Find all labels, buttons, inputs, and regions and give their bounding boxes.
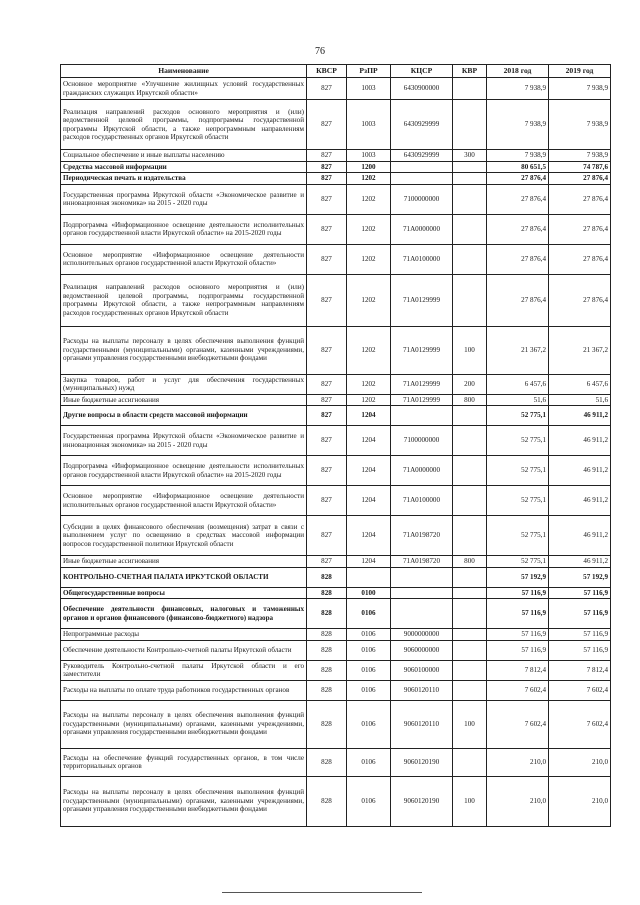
cell-kcsr: 9060120190 (391, 748, 453, 776)
cell-kcsr: 7100000000 (391, 184, 453, 214)
cell-kcsr: 71А0129999 (391, 274, 453, 326)
cell-y2019: 57 116,9 (549, 599, 611, 629)
cell-y2019: 7 602,4 (549, 700, 611, 748)
cell-y2019: 210,0 (549, 748, 611, 776)
header-2018: 2018 год (487, 65, 549, 78)
cell-rzpr: 1202 (347, 244, 391, 274)
cell-kvsr: 827 (307, 374, 347, 394)
cell-name: Общегосударственные вопросы (61, 587, 307, 599)
cell-kvr (453, 184, 487, 214)
cell-y2018: 6 457,6 (487, 374, 549, 394)
cell-y2018: 57 116,9 (487, 629, 549, 641)
cell-kvsr: 827 (307, 394, 347, 406)
cell-rzpr: 0106 (347, 599, 391, 629)
cell-kvsr: 827 (307, 486, 347, 516)
table-row (61, 150, 611, 162)
cell-y2018: 210,0 (487, 748, 549, 776)
cell-kvsr: 827 (307, 161, 347, 173)
table-row (61, 184, 611, 214)
cell-name: Основное мероприятие «Информационное освещение деятельности исполнительных органов государственной власти Иркутской области» (61, 486, 307, 516)
cell-kcsr: 6430929999 (391, 150, 453, 162)
table-row (61, 640, 611, 660)
cell-y2019: 21 367,2 (549, 326, 611, 374)
cell-kcsr: 71А0129999 (391, 374, 453, 394)
header-kcsr: КЦСР (391, 65, 453, 78)
cell-rzpr: 0106 (347, 660, 391, 680)
cell-kcsr: 6430929999 (391, 100, 453, 150)
cell-name: Средства массовой информации (61, 161, 307, 173)
cell-rzpr: 0106 (347, 776, 391, 826)
cell-kvsr: 827 (307, 556, 347, 568)
cell-kvr (453, 599, 487, 629)
cell-kvr (453, 456, 487, 486)
cell-rzpr: 1202 (347, 374, 391, 394)
cell-kvr (453, 748, 487, 776)
cell-name: Государственная программа Иркутской области «Экономическое развитие и инновационная экономика» на 2015 - 2020 годы (61, 426, 307, 456)
cell-kvsr: 827 (307, 406, 347, 426)
cell-kvsr: 827 (307, 426, 347, 456)
cell-kcsr: 9060120110 (391, 700, 453, 748)
cell-y2019: 27 876,4 (549, 184, 611, 214)
cell-y2018: 27 876,4 (487, 244, 549, 274)
table-row (61, 244, 611, 274)
table-row (61, 78, 611, 100)
cell-kvr: 200 (453, 374, 487, 394)
cell-kvr (453, 214, 487, 244)
cell-kvr (453, 244, 487, 274)
cell-rzpr: 0100 (347, 587, 391, 599)
cell-kvsr: 827 (307, 244, 347, 274)
cell-y2018: 52 775,1 (487, 456, 549, 486)
cell-y2018: 7 602,4 (487, 680, 549, 700)
cell-y2019: 27 876,4 (549, 244, 611, 274)
table-row (61, 776, 611, 826)
cell-rzpr: 0106 (347, 748, 391, 776)
table-row (61, 516, 611, 556)
cell-y2018: 52 775,1 (487, 486, 549, 516)
cell-kvr: 800 (453, 394, 487, 406)
cell-kcsr (391, 406, 453, 426)
cell-kvsr: 827 (307, 184, 347, 214)
cell-y2019: 74 787,6 (549, 161, 611, 173)
cell-kcsr: 71А0129999 (391, 394, 453, 406)
cell-kvsr: 828 (307, 700, 347, 748)
cell-kvr (453, 587, 487, 599)
cell-kcsr: 71А0000000 (391, 456, 453, 486)
cell-kvsr: 827 (307, 173, 347, 185)
cell-name: Руководитель Контрольно-счетной палаты Иркутской области и его заместители (61, 660, 307, 680)
table-header-row (61, 65, 611, 78)
table-row (61, 680, 611, 700)
cell-rzpr: 1204 (347, 486, 391, 516)
cell-kvr: 800 (453, 556, 487, 568)
cell-y2018: 57 116,9 (487, 640, 549, 660)
cell-y2018: 7 938,9 (487, 78, 549, 100)
cell-y2019: 46 911,2 (549, 486, 611, 516)
cell-kvr (453, 680, 487, 700)
cell-rzpr: 1202 (347, 173, 391, 185)
cell-y2019: 46 911,2 (549, 406, 611, 426)
cell-y2019: 46 911,2 (549, 426, 611, 456)
cell-kvr: 100 (453, 326, 487, 374)
cell-name: Реализация направлений расходов основного мероприятия и (или) ведомственной целевой программы, подпрограммы государственной программы Иркутской области, а также непрограммным направлениям расходов государственных органов Иркутской области (61, 274, 307, 326)
cell-name: Периодическая печать и издательства (61, 173, 307, 185)
page-number: 76 (315, 46, 325, 57)
footer-divider (222, 892, 422, 893)
table-row (61, 748, 611, 776)
cell-name: Другие вопросы в области средств массовой информации (61, 406, 307, 426)
cell-rzpr: 1204 (347, 556, 391, 568)
cell-y2018: 80 651,5 (487, 161, 549, 173)
table-row (61, 567, 611, 587)
cell-y2019: 57 116,9 (549, 587, 611, 599)
cell-y2018: 210,0 (487, 776, 549, 826)
cell-name: Расходы на выплаты по оплате труда работников государственных органов (61, 680, 307, 700)
cell-kvr (453, 660, 487, 680)
cell-kcsr: 71А0100000 (391, 486, 453, 516)
cell-kvr: 100 (453, 776, 487, 826)
table-row (61, 100, 611, 150)
cell-name: Обеспечение деятельности Контрольно-счетной палаты Иркутской области (61, 640, 307, 660)
cell-y2019: 27 876,4 (549, 214, 611, 244)
cell-name: Расходы на выплаты персоналу в целях обеспечения выполнения функций государственными (муниципальными) органами, казенными учреждениями, органами управления государственными внебюджетными фондами (61, 326, 307, 374)
cell-name: Социальное обеспечение и иные выплаты населению (61, 150, 307, 162)
table-row (61, 486, 611, 516)
cell-y2019: 51,6 (549, 394, 611, 406)
cell-y2018: 57 192,9 (487, 567, 549, 587)
table-row (61, 556, 611, 568)
cell-y2018: 52 775,1 (487, 426, 549, 456)
table-row (61, 394, 611, 406)
header-kvr: КВР (453, 65, 487, 78)
cell-kvsr: 828 (307, 680, 347, 700)
cell-rzpr: 0106 (347, 640, 391, 660)
cell-name: Расходы на обеспечение функций государственных органов, в том числе территориальных органов (61, 748, 307, 776)
table-row (61, 161, 611, 173)
cell-kcsr: 7100000000 (391, 426, 453, 456)
cell-y2019: 210,0 (549, 776, 611, 826)
cell-kvr (453, 78, 487, 100)
cell-kcsr (391, 161, 453, 173)
cell-kvr (453, 516, 487, 556)
cell-rzpr: 1202 (347, 214, 391, 244)
cell-y2019: 27 876,4 (549, 274, 611, 326)
cell-y2018: 57 116,9 (487, 599, 549, 629)
cell-kvr (453, 629, 487, 641)
cell-kcsr: 71А0198720 (391, 516, 453, 556)
cell-y2018: 57 116,9 (487, 587, 549, 599)
header-2019: 2019 год (549, 65, 611, 78)
cell-rzpr: 1003 (347, 100, 391, 150)
table-row (61, 456, 611, 486)
cell-name: Иные бюджетные ассигнования (61, 556, 307, 568)
cell-y2018: 52 775,1 (487, 406, 549, 426)
cell-y2019: 7 812,4 (549, 660, 611, 680)
cell-rzpr: 0106 (347, 680, 391, 700)
table-row (61, 214, 611, 244)
cell-kvr (453, 161, 487, 173)
cell-name: Расходы на выплаты персоналу в целях обеспечения выполнения функций государственными (муниципальными) органами, казенными учреждениями, органами управления государственными внебюджетными фондами (61, 700, 307, 748)
cell-kcsr: 9060100000 (391, 660, 453, 680)
cell-kvr (453, 406, 487, 426)
cell-kvsr: 828 (307, 599, 347, 629)
table-row (61, 660, 611, 680)
cell-rzpr: 1204 (347, 456, 391, 486)
cell-kcsr: 9060120110 (391, 680, 453, 700)
cell-kcsr (391, 587, 453, 599)
cell-y2019: 27 876,4 (549, 173, 611, 185)
cell-y2018: 7 938,9 (487, 100, 549, 150)
cell-rzpr: 1202 (347, 394, 391, 406)
cell-y2019: 46 911,2 (549, 516, 611, 556)
cell-y2018: 7 938,9 (487, 150, 549, 162)
header-name: Наименование (61, 65, 307, 78)
table-row (61, 587, 611, 599)
table-row (61, 374, 611, 394)
cell-rzpr: 1202 (347, 274, 391, 326)
header-rzpr: РзПР (347, 65, 391, 78)
cell-y2018: 52 775,1 (487, 516, 549, 556)
cell-name: КОНТРОЛЬНО-СЧЕТНАЯ ПАЛАТА ИРКУТСКОЙ ОБЛАСТИ (61, 567, 307, 587)
cell-y2018: 51,6 (487, 394, 549, 406)
cell-y2019: 46 911,2 (549, 556, 611, 568)
cell-name: Основное мероприятие «Информационное освещение деятельности исполнительных органов государственной власти Иркутской области» (61, 244, 307, 274)
budget-table (60, 64, 611, 827)
cell-kcsr: 71А0000000 (391, 214, 453, 244)
cell-kvr (453, 567, 487, 587)
cell-y2019: 7 938,9 (549, 100, 611, 150)
cell-y2018: 27 876,4 (487, 184, 549, 214)
cell-kvsr: 828 (307, 776, 347, 826)
cell-y2018: 52 775,1 (487, 556, 549, 568)
cell-kvsr: 828 (307, 660, 347, 680)
cell-kcsr (391, 599, 453, 629)
cell-name: Государственная программа Иркутской области «Экономическое развитие и инновационная экономика» на 2015 - 2020 годы (61, 184, 307, 214)
cell-kcsr: 9060120190 (391, 776, 453, 826)
cell-name: Реализация направлений расходов основного мероприятия и (или) ведомственной целевой программы, подпрограммы государственной программы Иркутской области, а также непрограммным направлениям расходов государственных органов Иркутской области (61, 100, 307, 150)
cell-y2019: 7 938,9 (549, 78, 611, 100)
cell-kvr (453, 274, 487, 326)
table-row (61, 629, 611, 641)
cell-kvr (453, 486, 487, 516)
cell-kvsr: 827 (307, 456, 347, 486)
cell-kcsr (391, 567, 453, 587)
cell-rzpr: 1202 (347, 184, 391, 214)
cell-kvr: 100 (453, 700, 487, 748)
cell-y2018: 27 876,4 (487, 214, 549, 244)
cell-kvsr: 827 (307, 100, 347, 150)
cell-y2019: 7 938,9 (549, 150, 611, 162)
table-row (61, 173, 611, 185)
cell-rzpr: 1204 (347, 516, 391, 556)
cell-kvsr: 827 (307, 214, 347, 244)
cell-rzpr (347, 567, 391, 587)
cell-rzpr: 1204 (347, 426, 391, 456)
cell-rzpr: 0106 (347, 700, 391, 748)
cell-name: Подпрограмма «Информационное освещение деятельности исполнительных органов государственной власти Иркутской области» на 2015-2020 годы (61, 456, 307, 486)
header-kvsr: КВСР (307, 65, 347, 78)
cell-kcsr (391, 173, 453, 185)
cell-y2018: 7 812,4 (487, 660, 549, 680)
cell-y2019: 57 192,9 (549, 567, 611, 587)
cell-kvsr: 828 (307, 629, 347, 641)
cell-name: Закупка товаров, работ и услуг для обеспечения государственных (муниципальных) нужд (61, 374, 307, 394)
cell-name: Расходы на выплаты персоналу в целях обеспечения выполнения функций государственными (муниципальными) органами, казенными учреждениями, органами управления государственными внебюджетными фондами (61, 776, 307, 826)
cell-rzpr: 1202 (347, 326, 391, 374)
cell-y2019: 7 602,4 (549, 680, 611, 700)
cell-kvr: 300 (453, 150, 487, 162)
cell-kcsr: 71А0198720 (391, 556, 453, 568)
cell-kvsr: 828 (307, 640, 347, 660)
cell-kcsr: 6430900000 (391, 78, 453, 100)
cell-kcsr: 9000000000 (391, 629, 453, 641)
cell-y2018: 27 876,4 (487, 173, 549, 185)
cell-kvr (453, 426, 487, 456)
cell-rzpr: 1003 (347, 78, 391, 100)
cell-kvsr: 828 (307, 748, 347, 776)
cell-rzpr: 1204 (347, 406, 391, 426)
table-row (61, 406, 611, 426)
cell-name: Обеспечение деятельности финансовых, налоговых и таможенных органов и органов финансового (финансово-бюджетного) надзора (61, 599, 307, 629)
cell-kcsr: 9060000000 (391, 640, 453, 660)
cell-kvsr: 827 (307, 274, 347, 326)
cell-kcsr: 71А0100000 (391, 244, 453, 274)
table-row (61, 599, 611, 629)
cell-kvr (453, 640, 487, 660)
cell-kvsr: 827 (307, 78, 347, 100)
cell-name: Основное мероприятие «Улучшение жилищных условий государственных гражданских служащих Иркутской области» (61, 78, 307, 100)
cell-kcsr: 71А0129999 (391, 326, 453, 374)
cell-y2018: 27 876,4 (487, 274, 549, 326)
table-row (61, 274, 611, 326)
cell-name: Непрограммные расходы (61, 629, 307, 641)
table-row (61, 426, 611, 456)
cell-y2018: 21 367,2 (487, 326, 549, 374)
cell-kvsr: 828 (307, 567, 347, 587)
cell-name: Подпрограмма «Информационное освещение деятельности исполнительных органов государственной власти Иркутской области» на 2015-2020 годы (61, 214, 307, 244)
cell-rzpr: 0106 (347, 629, 391, 641)
cell-y2018: 7 602,4 (487, 700, 549, 748)
cell-y2019: 57 116,9 (549, 629, 611, 641)
cell-rzpr: 1200 (347, 161, 391, 173)
cell-name: Иные бюджетные ассигнования (61, 394, 307, 406)
cell-kvsr: 828 (307, 587, 347, 599)
cell-kvsr: 827 (307, 326, 347, 374)
cell-rzpr: 1003 (347, 150, 391, 162)
cell-y2019: 6 457,6 (549, 374, 611, 394)
cell-name: Субсидии в целях финансового обеспечения (возмещения) затрат в связи с выполнением услуг по освещению в средствах массовой информации вопросов государственной политики Иркутской области (61, 516, 307, 556)
table-row (61, 700, 611, 748)
cell-y2019: 57 116,9 (549, 640, 611, 660)
cell-kvr (453, 100, 487, 150)
cell-kvr (453, 173, 487, 185)
cell-kvsr: 827 (307, 516, 347, 556)
table-row (61, 326, 611, 374)
cell-y2019: 46 911,2 (549, 456, 611, 486)
cell-kvsr: 827 (307, 150, 347, 162)
